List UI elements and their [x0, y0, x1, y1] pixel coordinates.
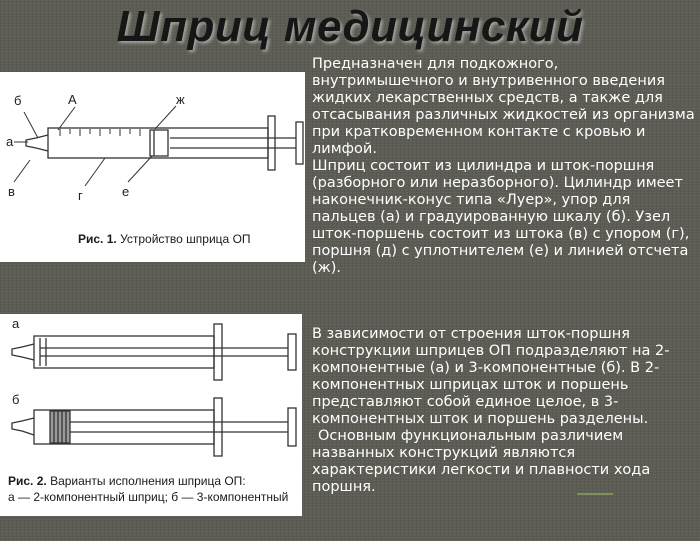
paragraph-variants: В зависимости от строения шток-поршня конструкции шприцев ОП подразделяют на 2-компонентные (а) и 3-компонентные (б). В 2-компонентных шприцах шток и поршень представляют собой единое целое, в 3-компонентных шток и поршень разделены.: [312, 326, 670, 427]
label-variant-b: б: [12, 392, 20, 407]
syringe-variant-a: [12, 324, 296, 380]
label-g: г: [78, 188, 83, 203]
piston: [150, 130, 168, 156]
syringe-variant-b: [12, 398, 296, 456]
thumb-rest: [296, 122, 303, 164]
label-variant-a: а: [12, 316, 20, 331]
slide-title: Шприц медицинский: [116, 2, 584, 51]
figure1-caption: Рис. 1. Устройство шприца ОП: [78, 232, 251, 246]
paragraph-structure: Шприц состоит из цилиндра и шток-поршня (разборного или неразборного). Цилиндр имеет наконечник-конус типа «Луер», упор для пальцев (а) и градуированную шкалу (б). Узел шток-поршень состоит из штока (в) с упором (г), поршня (д) с уплотнителем (е) и линией отсчета (ж).: [312, 158, 690, 276]
label-a: а: [6, 134, 14, 149]
variants-block: [312, 326, 698, 496]
paragraph-purpose: Предназначен для подкожного, внутримышечного и внутривенного введения жидких лекарственных средств, а также для отсасывания различных жидкостей из организма при кратковременном контакте с кровью и лимфой.: [312, 56, 695, 157]
graduation-scale: [60, 129, 140, 136]
figure2-caption-line2: а — 2-компонентный шприц; б — 3-компонентный: [8, 490, 289, 504]
figure2-caption-line1: Рис. 2. Варианты исполнения шприца ОП:: [8, 474, 246, 488]
figure-syringe-variants: [0, 314, 302, 516]
label-e: е: [122, 184, 130, 199]
paragraph-differences: Основным функциональным различием названных конструкций являются характеристики легкости и плавности хода поршня.: [312, 428, 651, 495]
syringe-tip: [26, 135, 48, 151]
label-A: А: [68, 92, 77, 107]
label-zh: ж: [176, 92, 185, 107]
label-b: б: [14, 93, 22, 108]
description-block: [312, 56, 698, 277]
decorative-underline: [577, 493, 613, 495]
label-v: в: [8, 184, 15, 199]
figure-syringe-structure: [0, 72, 305, 262]
syringe-barrel: [48, 128, 268, 158]
finger-flange: [268, 116, 275, 170]
